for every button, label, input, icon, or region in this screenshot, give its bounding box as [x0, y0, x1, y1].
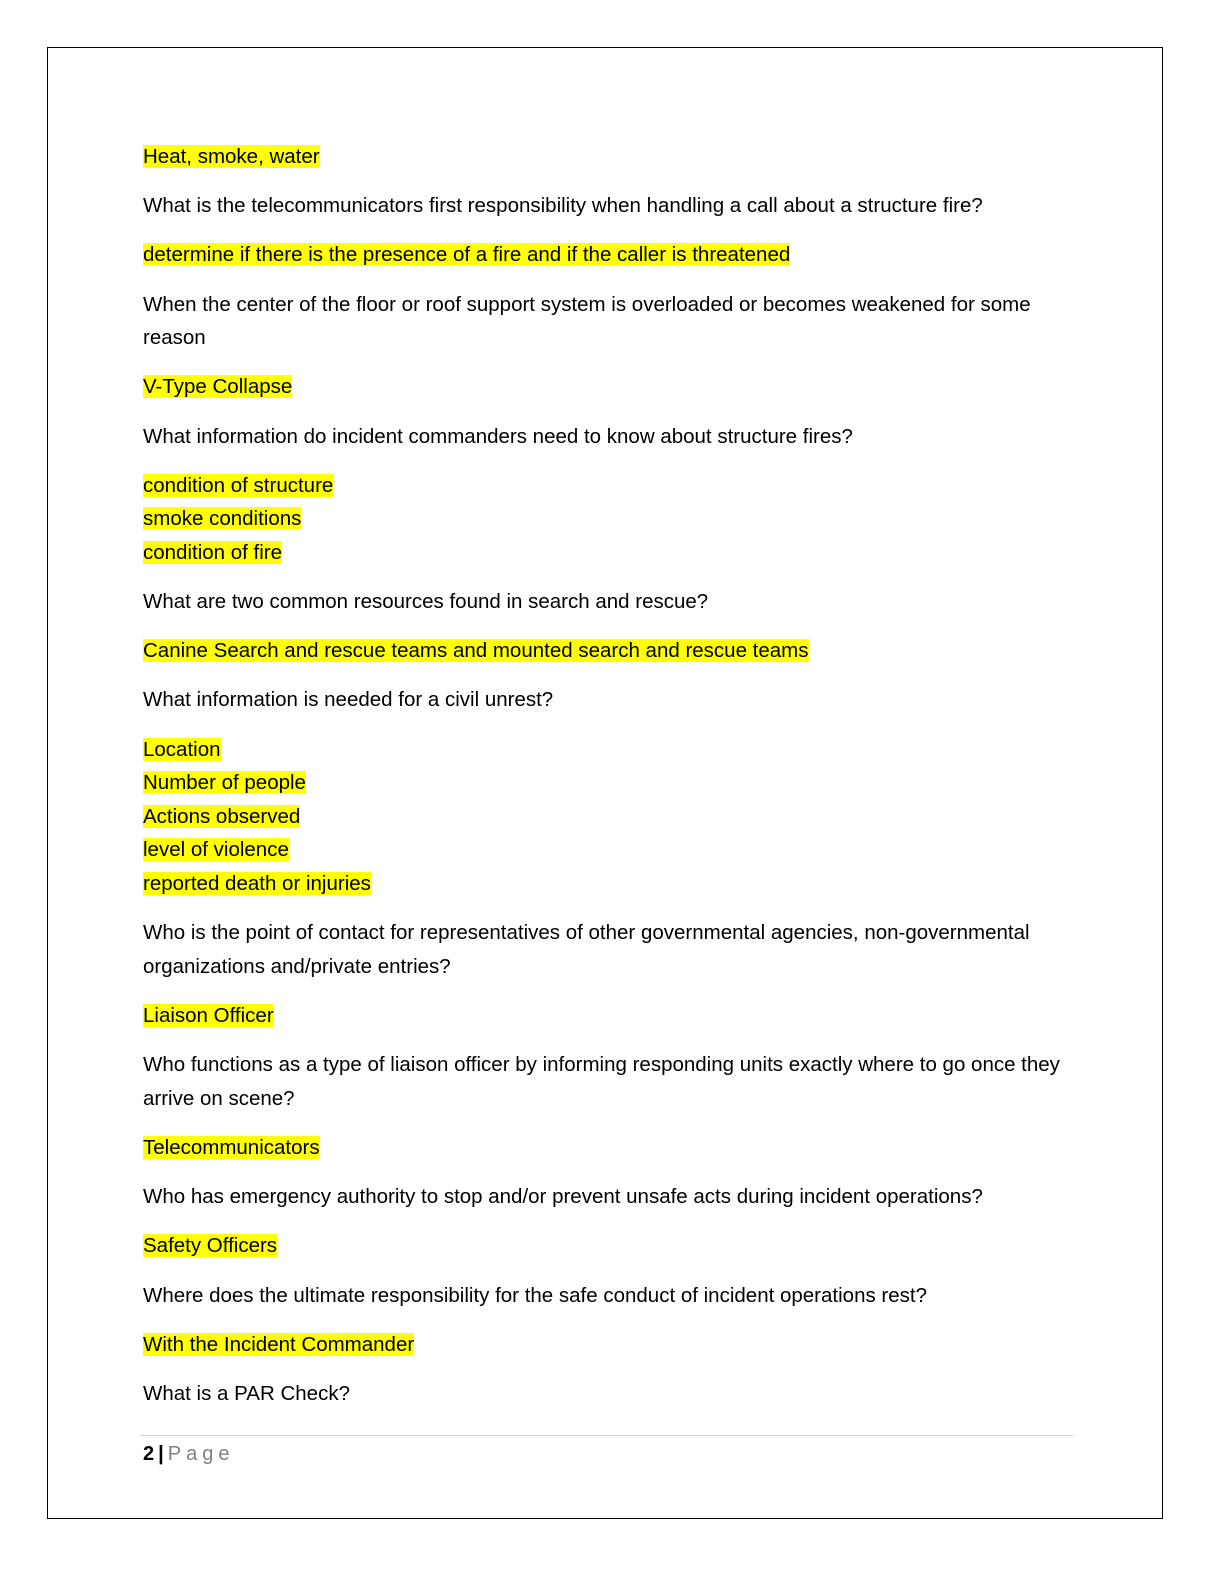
question-paragraph: What information is needed for a civil unrest?: [143, 688, 554, 712]
answer-paragraph: [143, 1131, 1073, 1165]
page-number: 2: [143, 1443, 155, 1465]
footer-separator: |: [158, 1443, 164, 1465]
highlighted-answer: condition of structure: [143, 473, 334, 497]
answer-paragraph: [143, 999, 1073, 1033]
highlighted-answer: Liaison Officer: [143, 1004, 274, 1027]
answer-paragraph: [143, 238, 1073, 272]
answer-paragraph: [143, 1328, 1073, 1362]
highlighted-answer: determine if there is the presence of a fire and if the caller is threatened: [143, 243, 791, 267]
answer-paragraph: [143, 1229, 1073, 1263]
answer-paragraph: [143, 634, 1073, 668]
question-paragraph: What is a PAR Check?: [143, 1381, 350, 1405]
page-footer: [143, 1440, 234, 1468]
question-paragraph: Who is the point of contact for representatives of other governmental agencies, non-governmental organizations and/private entries?: [143, 921, 1030, 978]
page-label: Page: [167, 1443, 235, 1465]
highlighted-answer: reported death or injuries: [143, 872, 371, 896]
highlighted-answer: Actions observed: [143, 804, 301, 828]
footer-rule: [140, 1435, 1074, 1436]
question-paragraph: Who functions as a type of liaison officer by informing responding units exactly where to go once they arrive on scene?: [143, 1053, 1060, 1110]
highlighted-answer: smoke conditions: [143, 507, 302, 531]
answer-paragraph: [143, 469, 1073, 570]
document-body: [143, 140, 1073, 1426]
answer-paragraph: [143, 140, 1073, 174]
highlighted-answer: level of violence: [143, 838, 289, 862]
question-paragraph: What are two common resources found in search and rescue?: [143, 590, 709, 614]
highlighted-answer: Number of people: [143, 771, 306, 795]
highlighted-answer: Heat, smoke, water: [143, 145, 320, 168]
answer-paragraph: [143, 733, 1073, 901]
highlighted-answer: Canine Search and rescue teams and mounted search and rescue teams: [143, 639, 809, 663]
highlighted-answer: Telecommunicators: [143, 1135, 320, 1159]
question-paragraph: When the center of the floor or roof support system is overloaded or becomes weakened for some reason: [143, 292, 1031, 350]
highlighted-answer: Location: [143, 737, 221, 761]
answer-paragraph: [143, 370, 1073, 404]
question-paragraph: What information do incident commanders need to know about structure fires?: [143, 424, 853, 448]
highlighted-answer: Safety Officers: [143, 1234, 278, 1258]
question-paragraph: What is the telecommunicators first responsibility when handling a call about a structure fire?: [143, 194, 983, 218]
question-paragraph: Who has emergency authority to stop and/or prevent unsafe acts during incident operations?: [143, 1185, 983, 1209]
highlighted-answer: V-Type Collapse: [143, 375, 293, 399]
highlighted-answer: With the Incident Commander: [143, 1332, 415, 1356]
question-paragraph: Where does the ultimate responsibility for the safe conduct of incident operations rest?: [143, 1283, 927, 1307]
highlighted-answer: condition of fire: [143, 540, 283, 564]
